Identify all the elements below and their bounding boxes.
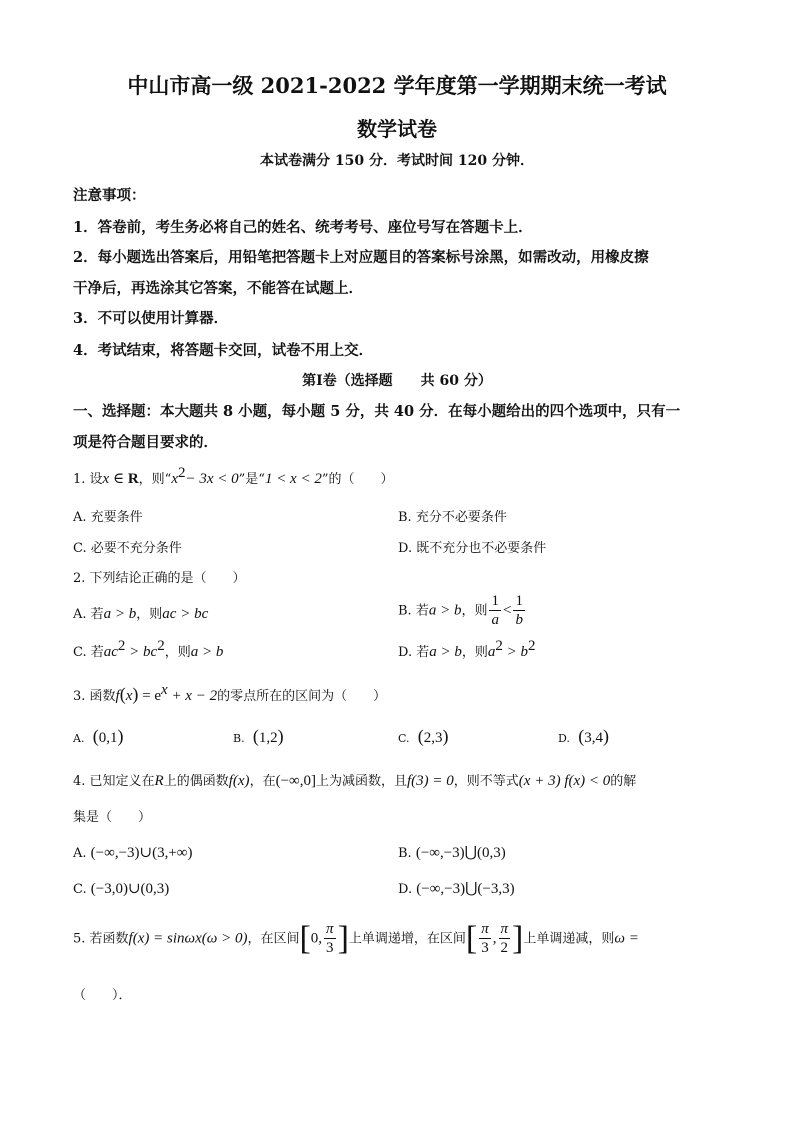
q2-a-then: ，则 <box>136 607 163 622</box>
question-1-stem: 1. 设x ∈ R，则“$x^2- 3x < 0$”是“1 < x < 2”的（ ） <box>73 465 394 487</box>
q1-text-1: 1. 设 <box>73 472 103 487</box>
q1-set-expr: x ∈ <box>102 471 128 487</box>
q2-b-label: B. 若 <box>398 603 429 619</box>
notice-item-3: 3．不可以使用计算器． <box>73 310 229 327</box>
q1-text-4: ”的（ ） <box>321 472 394 487</box>
question-2-stem: 2. 下列结论正确的是（ ） <box>73 571 246 586</box>
notice-item-2-line-2: 干净后，再选涂其它答案，不能答在试题上． <box>73 280 363 297</box>
q1-option-a: A. 充要条件 <box>73 510 143 525</box>
q3-exp: x <box>161 682 168 698</box>
q2-a-cond: a > b <box>103 606 137 622</box>
q5-interval-2-frac-1: $\frac{\pi}{3}$ <box>481 921 489 956</box>
subject-title: 数学试卷 <box>357 117 437 141</box>
q3-eq: = e <box>138 688 162 704</box>
q3-text-2: 的零点所在的区间为（ ） <box>217 689 387 704</box>
q2-b-then: ，则 <box>461 603 488 619</box>
notice-heading: 注意事项： <box>73 187 146 204</box>
q2-b-frac-1: $\frac{1}{a}$ <box>491 593 499 628</box>
q3-option-a: A. (0,1) <box>73 726 124 746</box>
q4-option-d: D. (−∞,−3)⋃(−3,3) <box>398 881 515 897</box>
q4-option-c: C. (−3,0)∪(0,3) <box>73 881 170 897</box>
q3-option-c: C. (2,3) <box>398 726 449 746</box>
q2-d-result-a: a <box>487 644 496 660</box>
q1-set-R: R <box>127 471 139 487</box>
q2-c-cond-b: > bc <box>125 644 158 660</box>
q4-option-b: B. (−∞,−3)⋃(0,3) <box>398 845 506 861</box>
q2-d-result-b: > b <box>502 644 528 660</box>
question-5-stem: 5. 若函数f(x) = sinωx(ω > 0)，在区间[0, $\frac{\pi}{3}$ ]上单调递增，在区间[ $\frac{\pi}{3}$ , $\frac{\pi}{2}$ ]上单调递减，则ω = <box>73 920 639 957</box>
q2-d-label: D. 若 <box>398 645 430 660</box>
section-intro-line-1: 一、选择题：本大题共 8 小题，每小题 5 分，共 40 分．在每小题给出的四个选项中，只有一 <box>73 403 681 420</box>
q2-c-cond-a: ac <box>103 644 118 660</box>
q1-option-d: D. 既不充分也不必要条件 <box>398 541 547 556</box>
q2-b-cond: a > b <box>428 602 462 619</box>
q3-option-b: B. (1,2) <box>233 726 284 746</box>
q3-option-d: D. (3,4) <box>558 726 609 746</box>
q2-option-b <box>398 594 527 628</box>
question-5-stem-line-2: （ ）． <box>73 988 132 1003</box>
q1-option-c: C. 必要不充分条件 <box>73 541 182 556</box>
q1-text-3: ”是“ <box>238 472 265 487</box>
q3-text-1: 3. 函数 <box>73 689 116 704</box>
q2-option-c: C. 若$ac^2 > bc^2$，则a > b <box>73 638 224 660</box>
q2-c-result: a > b <box>190 644 224 660</box>
exam-info: 本试卷满分 150 分．考试时间 120 分钟． <box>260 153 534 169</box>
q4-option-a: A. (−∞,−3)∪(3,+∞) <box>73 845 193 861</box>
q2-a-result: ac > bc <box>162 606 209 622</box>
q2-c-then: ，则 <box>164 645 191 660</box>
q2-c-label: C. 若 <box>73 645 104 660</box>
question-4-stem: 4. 已知定义在R上的偶函数f(x)，在(−∞,0]上为减函数，且f(3) = 0，则不等式(x + 3) f(x) < 0的解 <box>73 773 637 789</box>
question-3-stem: 3. 函数$f(x) = e^x + x - 2$的零点所在的区间为（ ） <box>73 682 387 704</box>
q2-b-frac-2: $\frac{1}{b}$ <box>515 593 523 628</box>
q1-expr-2: 1 < x < 2 <box>264 471 322 487</box>
notice-item-1: 1．答卷前，考生务必将自己的姓名、统考考号、座位号写在答题卡上． <box>73 219 533 236</box>
q2-b-lt: < <box>502 602 512 619</box>
q5-interval-2-frac-2: $\frac{\pi}{2}$ <box>500 921 509 956</box>
q2-a-label: A. 若 <box>73 607 104 622</box>
q2-d-then: ，则 <box>461 645 488 660</box>
section-title: 第Ⅰ卷（选择题 共 60 分） <box>302 373 492 389</box>
q2-option-d: D. 若a > b，则$a^2 > b^2$ <box>398 638 536 660</box>
q2-d-cond: a > b <box>429 644 462 660</box>
q5-interval-1-frac: $\frac{\pi}{3}$ <box>326 921 334 956</box>
q3-rest: + x − 2 <box>167 688 218 704</box>
q3-x: x <box>125 688 133 704</box>
section-intro-line-2: 项是符合题目要求的． <box>73 434 218 451</box>
question-4-stem-line-2: 集是（ ） <box>73 810 152 825</box>
notice-item-2-line-1: 2．每小题选出答案后，用铅笔把答题卡上对应题目的答案标号涂黑，如需改动，用橡皮擦 <box>73 249 649 266</box>
q2-option-a <box>73 603 208 623</box>
q1-expr-b: − 3x < 0 <box>185 471 239 487</box>
q1-text-2: ，则“ <box>138 472 172 487</box>
exam-title: 中山市高一级 2021-2022 学年度第一学期期末统一考试 <box>127 73 667 98</box>
q1-option-b: B. 充分不必要条件 <box>398 510 507 525</box>
q3-f: f <box>115 688 120 704</box>
notice-item-4: 4．考试结束，将答题卡交回，试卷不用上交． <box>73 342 374 359</box>
q1-expr-a: x <box>171 471 178 487</box>
